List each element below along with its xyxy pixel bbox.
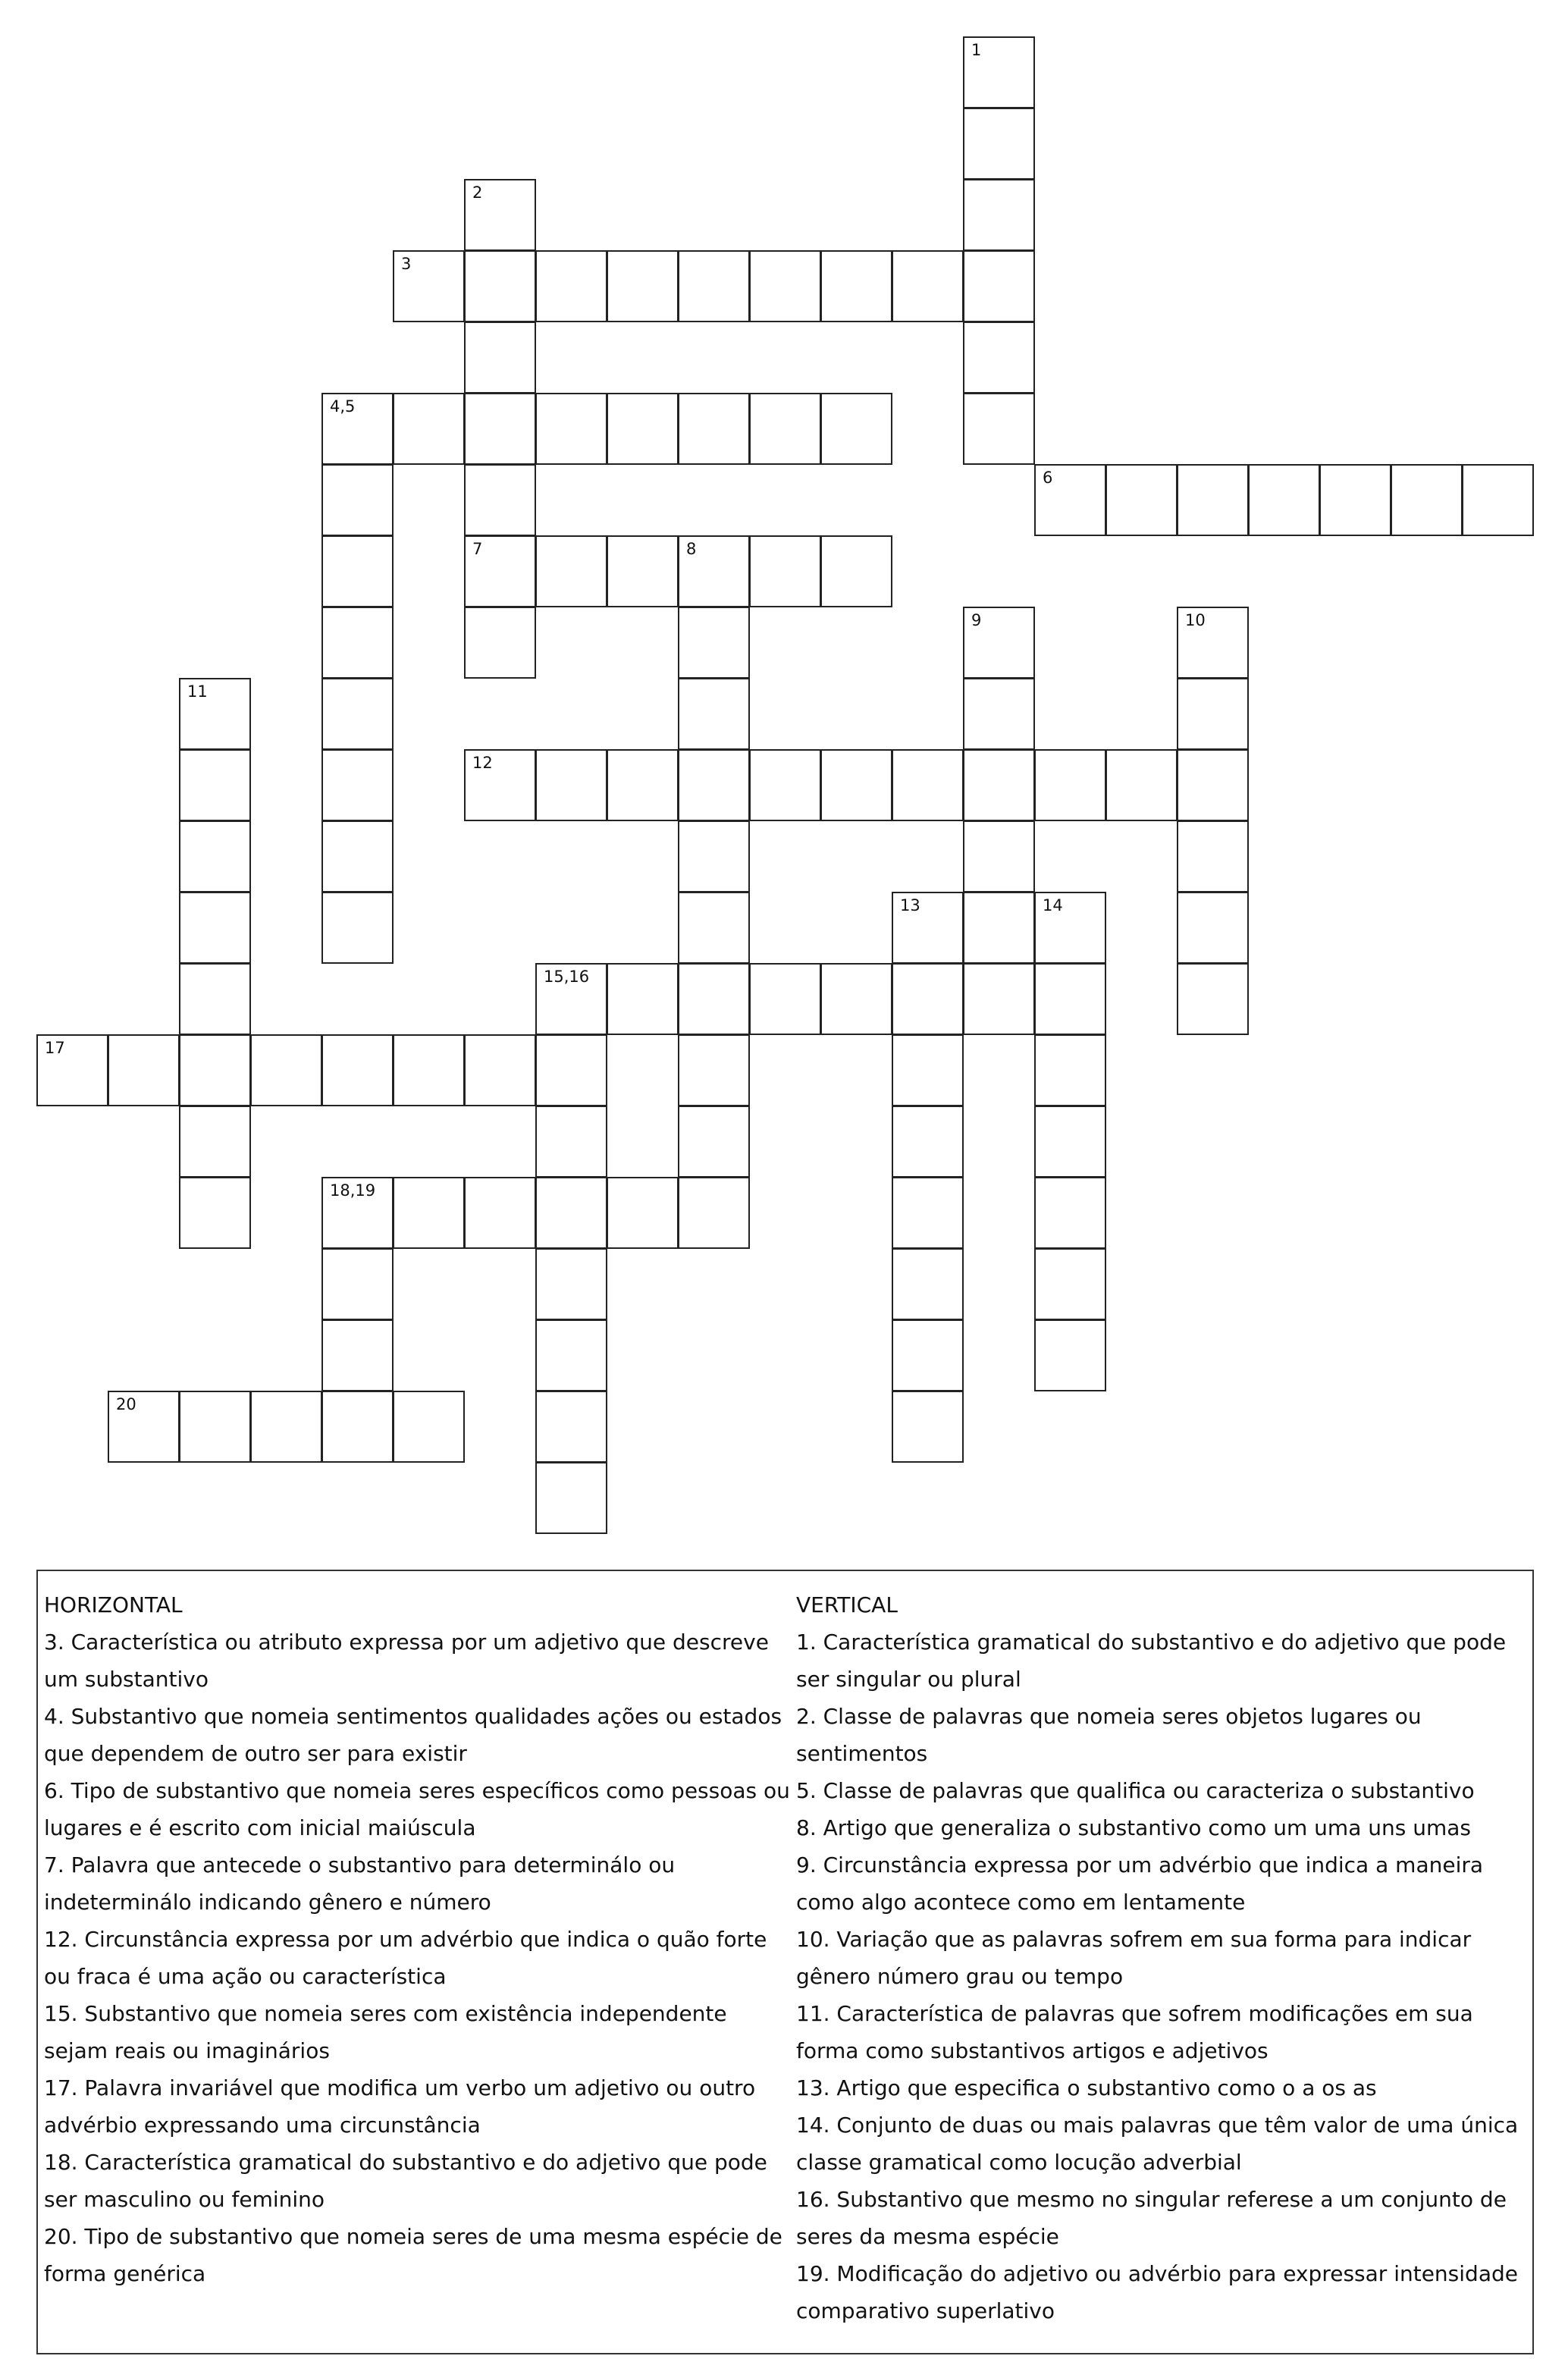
cell-number: 7	[472, 540, 483, 558]
grid-cell[interactable]	[607, 535, 679, 607]
grid-cell[interactable]	[892, 1106, 964, 1178]
grid-cell[interactable]	[1177, 892, 1249, 964]
grid-cell[interactable]	[535, 1319, 607, 1391]
grid-cell[interactable]	[321, 892, 394, 964]
horizontal-clue: 3. Característica ou atributo expressa por um adjetivo que descreve um substantivo	[44, 1630, 769, 1692]
vertical-clue: 10. Variação que as palavras sofrem em sua forma para indicar gênero número grau ou tempo	[796, 1927, 1472, 1989]
grid-cell[interactable]	[678, 1177, 750, 1249]
cell-number: 12	[472, 754, 493, 772]
grid-cell[interactable]	[1034, 1248, 1106, 1320]
grid-cell[interactable]	[321, 607, 394, 679]
grid-cell[interactable]	[607, 1177, 679, 1249]
cell-number: 1	[971, 41, 982, 59]
grid-cell[interactable]	[321, 1177, 394, 1249]
grid-cell[interactable]	[535, 535, 607, 607]
grid-cell[interactable]	[678, 535, 750, 607]
grid-cell[interactable]	[1248, 464, 1320, 536]
grid-cell[interactable]	[1034, 749, 1106, 821]
cell-number: 20	[116, 1395, 136, 1413]
grid-cell[interactable]	[963, 820, 1035, 892]
grid-cell[interactable]	[179, 678, 251, 750]
grid-cell[interactable]	[1177, 678, 1249, 750]
grid-cell[interactable]	[749, 393, 821, 465]
grid-cell[interactable]	[321, 820, 394, 892]
grid-cell[interactable]	[820, 535, 892, 607]
grid-cell[interactable]	[535, 963, 607, 1035]
grid-cell[interactable]	[678, 892, 750, 964]
grid-cell[interactable]	[963, 108, 1035, 180]
grid-cell[interactable]	[179, 1391, 251, 1463]
grid-cell[interactable]	[393, 250, 465, 322]
grid-cell[interactable]	[963, 179, 1035, 251]
grid-cell[interactable]	[820, 963, 892, 1035]
grid-cell[interactable]	[1105, 749, 1178, 821]
vertical-clue: 9. Circunstância expressa por um advérbio que indica a maneira como algo acontece como em lentamente	[796, 1852, 1484, 1915]
horizontal-clues	[44, 1586, 791, 2292]
vertical-clue: 19. Modificação do adjetivo ou advérbio para expressar intensidade comparativo superlativo	[796, 2261, 1518, 2323]
grid-cell[interactable]	[393, 1177, 465, 1249]
grid-cell[interactable]	[535, 250, 607, 322]
grid-cell[interactable]	[607, 393, 679, 465]
grid-cell[interactable]	[1462, 464, 1534, 536]
grid-cell[interactable]	[393, 1034, 465, 1106]
grid-cell[interactable]	[464, 393, 536, 465]
grid-cell[interactable]	[678, 749, 750, 821]
cell-number: 14	[1043, 896, 1063, 914]
grid-cell[interactable]	[464, 250, 536, 322]
grid-cell[interactable]	[321, 1034, 394, 1106]
grid-cell[interactable]	[749, 535, 821, 607]
grid-cell[interactable]	[36, 1034, 108, 1106]
grid-cell[interactable]	[678, 250, 750, 322]
grid-cell[interactable]	[179, 1034, 251, 1106]
grid-cell[interactable]	[250, 1034, 322, 1106]
horizontal-clue: 18. Característica gramatical do substantivo e do adjetivo que pode ser masculino ou feminino	[44, 2150, 767, 2212]
grid-cell[interactable]	[535, 1462, 607, 1534]
vertical-clue: 13. Artigo que especifica o substantivo como o a os as	[796, 2075, 1377, 2100]
grid-cell[interactable]	[607, 749, 679, 821]
grid-cell[interactable]	[963, 250, 1035, 322]
grid-cell[interactable]	[749, 963, 821, 1035]
vertical-clue: 14. Conjunto de duas ou mais palavras que têm valor de uma única classe gramatical como locução adverbial	[796, 2113, 1519, 2175]
grid-cell[interactable]	[1034, 1106, 1106, 1178]
grid-cell[interactable]	[820, 393, 892, 465]
grid-cell[interactable]	[1105, 464, 1178, 536]
grid-cell[interactable]	[607, 250, 679, 322]
grid-cell[interactable]	[820, 250, 892, 322]
grid-cell[interactable]	[321, 535, 394, 607]
grid-cell[interactable]	[1034, 1319, 1106, 1391]
grid-cell[interactable]	[1391, 464, 1463, 536]
vertical-clue: 8. Artigo que generaliza o substantivo como um uma uns umas	[796, 1815, 1471, 1840]
grid-cell[interactable]	[393, 1391, 465, 1463]
grid-cell[interactable]	[892, 1177, 964, 1249]
cell-number: 13	[900, 896, 920, 914]
vertical-clue: 16. Substantivo que mesmo no singular referese a um conjunto de seres da mesma espécie	[796, 2187, 1507, 2249]
grid-cell[interactable]	[535, 1391, 607, 1463]
grid-cell[interactable]	[749, 749, 821, 821]
vertical-clue: 5. Classe de palavras que qualifica ou caracteriza o substantivo	[796, 1778, 1475, 1803]
cell-number: 18,19	[330, 1181, 376, 1200]
cell-number: 17	[45, 1039, 65, 1057]
cell-number: 11	[187, 682, 208, 701]
grid-cell[interactable]	[108, 1391, 180, 1463]
grid-cell[interactable]	[321, 393, 394, 465]
grid-cell[interactable]	[892, 1319, 964, 1391]
grid-cell[interactable]	[1177, 963, 1249, 1035]
grid-cell[interactable]	[1034, 1034, 1106, 1106]
grid-cell[interactable]	[963, 678, 1035, 750]
horizontal-heading: HORIZONTAL	[44, 1592, 183, 1617]
grid-cell[interactable]	[963, 36, 1035, 108]
grid-cell[interactable]	[607, 963, 679, 1035]
grid-cell[interactable]	[1177, 607, 1249, 679]
grid-cell[interactable]	[892, 1248, 964, 1320]
vertical-clue: 1. Característica gramatical do substantivo e do adjetivo que pode ser singular ou plural	[796, 1630, 1507, 1692]
grid-cell[interactable]	[892, 1391, 964, 1463]
grid-cell[interactable]	[1034, 963, 1106, 1035]
grid-cell[interactable]	[179, 1177, 251, 1249]
grid-cell[interactable]	[535, 1034, 607, 1106]
cell-number: 10	[1185, 611, 1206, 629]
grid-cell[interactable]	[464, 607, 536, 679]
grid-cell[interactable]	[321, 1319, 394, 1391]
grid-cell[interactable]	[678, 820, 750, 892]
grid-cell[interactable]	[678, 393, 750, 465]
grid-cell[interactable]	[393, 393, 465, 465]
horizontal-clue: 15. Substantivo que nomeia seres com existência independente sejam reais ou imaginários	[44, 2001, 727, 2063]
grid-cell[interactable]	[963, 892, 1035, 964]
grid-cell[interactable]	[535, 749, 607, 821]
vertical-clue: 2. Classe de palavras que nomeia seres objetos lugares ou sentimentos	[796, 1704, 1422, 1766]
grid-cell[interactable]	[321, 749, 394, 821]
grid-cell[interactable]	[321, 1248, 394, 1320]
cell-number: 8	[686, 540, 697, 558]
grid-cell[interactable]	[321, 678, 394, 750]
grid-cell[interactable]	[535, 1106, 607, 1178]
grid-cell[interactable]	[678, 607, 750, 679]
horizontal-clue: 20. Tipo de substantivo que nomeia seres de uma mesma espécie de forma genérica	[44, 2224, 782, 2286]
grid-cell[interactable]	[963, 393, 1035, 465]
vertical-clue: 11. Característica de palavras que sofrem modificações em sua forma como substantivos artigos e adjetivos	[796, 2001, 1473, 2063]
grid-cell[interactable]	[179, 892, 251, 964]
vertical-clues	[796, 1586, 1528, 2329]
grid-cell[interactable]	[1319, 464, 1391, 536]
grid-cell[interactable]	[1177, 464, 1249, 536]
grid-cell[interactable]	[535, 1177, 607, 1249]
grid-cell[interactable]	[464, 749, 536, 821]
grid-cell[interactable]	[108, 1034, 180, 1106]
horizontal-clue: 12. Circunstância expressa por um advérbio que indica o quão forte ou fraca é uma ação ou característica	[44, 1927, 767, 1989]
grid-cell[interactable]	[892, 892, 964, 964]
grid-cell[interactable]	[1177, 749, 1249, 821]
grid-cell[interactable]	[892, 749, 964, 821]
horizontal-clue: 4. Substantivo que nomeia sentimentos qualidades ações ou estados que dependem de outro ser para existir	[44, 1704, 782, 1766]
grid-cell[interactable]	[464, 1034, 536, 1106]
grid-cell[interactable]	[820, 749, 892, 821]
grid-cell[interactable]	[464, 464, 536, 536]
cell-number: 3	[401, 255, 412, 273]
cell-number: 9	[971, 611, 982, 629]
grid-cell[interactable]	[535, 393, 607, 465]
grid-cell[interactable]	[1034, 464, 1106, 536]
vertical-heading: VERTICAL	[796, 1592, 898, 1617]
grid-cell[interactable]	[250, 1391, 322, 1463]
grid-cell[interactable]	[179, 1106, 251, 1178]
horizontal-clue: 6. Tipo de substantivo que nomeia seres específicos como pessoas ou lugares e é escrito com inicial maiúscula	[44, 1778, 790, 1840]
horizontal-clue: 7. Palavra que antecede o substantivo para determinálo ou indeterminálo indicando gênero e número	[44, 1852, 676, 1915]
grid-cell[interactable]	[678, 1106, 750, 1178]
grid-cell[interactable]	[749, 250, 821, 322]
grid-cell[interactable]	[892, 1034, 964, 1106]
grid-cell[interactable]	[464, 179, 536, 251]
grid-cell[interactable]	[1034, 1177, 1106, 1249]
grid-cell[interactable]	[1177, 820, 1249, 892]
grid-cell[interactable]	[321, 1391, 394, 1463]
grid-cell[interactable]	[963, 749, 1035, 821]
clue-box	[36, 1570, 1534, 2354]
grid-cell[interactable]	[678, 963, 750, 1035]
grid-cell[interactable]	[963, 322, 1035, 394]
horizontal-clue: 17. Palavra invariável que modifica um verbo um adjetivo ou outro advérbio expressando uma circunstância	[44, 2075, 756, 2138]
cell-number: 15,16	[544, 968, 590, 986]
cell-number: 6	[1043, 469, 1053, 487]
grid-cell[interactable]	[892, 963, 964, 1035]
grid-cell[interactable]	[678, 1034, 750, 1106]
grid-cell[interactable]	[892, 250, 964, 322]
grid-cell[interactable]	[321, 464, 394, 536]
grid-cell[interactable]	[963, 607, 1035, 679]
grid-cell[interactable]	[179, 820, 251, 892]
grid-cell[interactable]	[464, 1177, 536, 1249]
cell-number: 4,5	[330, 397, 356, 416]
grid-cell[interactable]	[678, 678, 750, 750]
grid-cell[interactable]	[179, 963, 251, 1035]
cell-number: 2	[472, 184, 483, 202]
grid-cell[interactable]	[535, 1248, 607, 1320]
grid-cell[interactable]	[963, 963, 1035, 1035]
grid-cell[interactable]	[464, 535, 536, 607]
grid-cell[interactable]	[179, 749, 251, 821]
grid-cell[interactable]	[464, 322, 536, 394]
grid-cell[interactable]	[1034, 892, 1106, 964]
